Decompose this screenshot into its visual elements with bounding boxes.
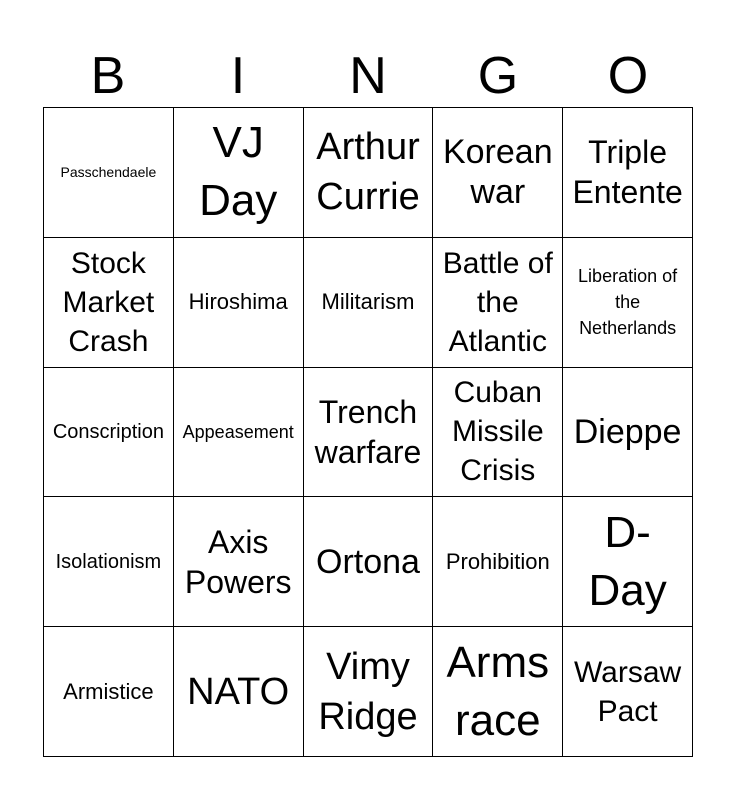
bingo-cell[interactable] — [433, 497, 563, 627]
bingo-cell[interactable] — [433, 238, 563, 368]
cell-text: NATO — [187, 670, 290, 713]
cell-text: Hiroshima — [188, 289, 288, 315]
cell-text: Militarism — [321, 289, 415, 315]
cell-text: Stock Market Crash — [62, 246, 155, 358]
bingo-cell[interactable] — [44, 238, 174, 368]
cell-text: Arms race — [446, 637, 550, 745]
bingo-cell[interactable] — [174, 108, 304, 238]
cell-text: D-Day — [588, 507, 667, 615]
cell-text: Arthur Currie — [316, 126, 420, 219]
header-letter-b: B — [90, 47, 126, 105]
cell-text: Cuban Missile Crisis — [451, 376, 544, 488]
bingo-cell[interactable] — [433, 368, 563, 498]
cell-text: Battle of the Atlantic — [442, 246, 553, 358]
cell-text: Appeasement — [182, 421, 294, 442]
bingo-cell[interactable] — [174, 627, 304, 757]
bingo-cell[interactable] — [304, 108, 434, 238]
header-letter-o: O — [607, 47, 649, 105]
cell-text: Armistice — [63, 678, 154, 704]
bingo-cell[interactable] — [304, 627, 434, 757]
bingo-cell[interactable] — [174, 368, 304, 498]
header-letter-n: N — [349, 47, 387, 105]
cell-text: Ortona — [316, 542, 420, 581]
bingo-cell[interactable] — [563, 108, 693, 238]
bingo-cell[interactable] — [304, 497, 434, 627]
cell-text: Passchendaele — [60, 164, 157, 181]
bingo-cell[interactable] — [174, 497, 304, 627]
bingo-cell[interactable] — [174, 238, 304, 368]
cell-text: Dieppe — [573, 412, 682, 451]
bingo-cell[interactable] — [44, 627, 174, 757]
cell-text: Trench warfare — [314, 393, 422, 470]
cell-text: Korean war — [442, 133, 553, 212]
bingo-cell[interactable] — [44, 368, 174, 498]
bingo-cell[interactable] — [563, 238, 693, 368]
cell-text: Prohibition — [445, 548, 550, 574]
header-letter-g: G — [477, 47, 519, 105]
bingo-cell[interactable] — [563, 368, 693, 498]
cell-text: Warsaw Pact — [573, 655, 682, 728]
bingo-cell[interactable] — [433, 627, 563, 757]
bingo-header — [43, 48, 693, 104]
bingo-cell[interactable] — [44, 497, 174, 627]
bingo-cell[interactable] — [563, 497, 693, 627]
bingo-card — [43, 107, 693, 757]
cell-text: Conscription — [52, 420, 164, 443]
bingo-cell[interactable] — [304, 368, 434, 498]
bingo-cell[interactable] — [304, 238, 434, 368]
cell-text: VJ Day — [199, 118, 278, 226]
header-letter-i: I — [230, 47, 246, 105]
bingo-cell[interactable] — [433, 108, 563, 238]
bingo-cell[interactable] — [563, 627, 693, 757]
cell-text: Liberation of the Netherlands — [578, 266, 678, 339]
cell-text: Isolationism — [55, 550, 162, 573]
cell-text: Triple Entente — [572, 134, 683, 211]
bingo-cell[interactable] — [44, 108, 174, 238]
cell-text: Vimy Ridge — [318, 645, 418, 738]
cell-text: Axis Powers — [184, 523, 292, 600]
